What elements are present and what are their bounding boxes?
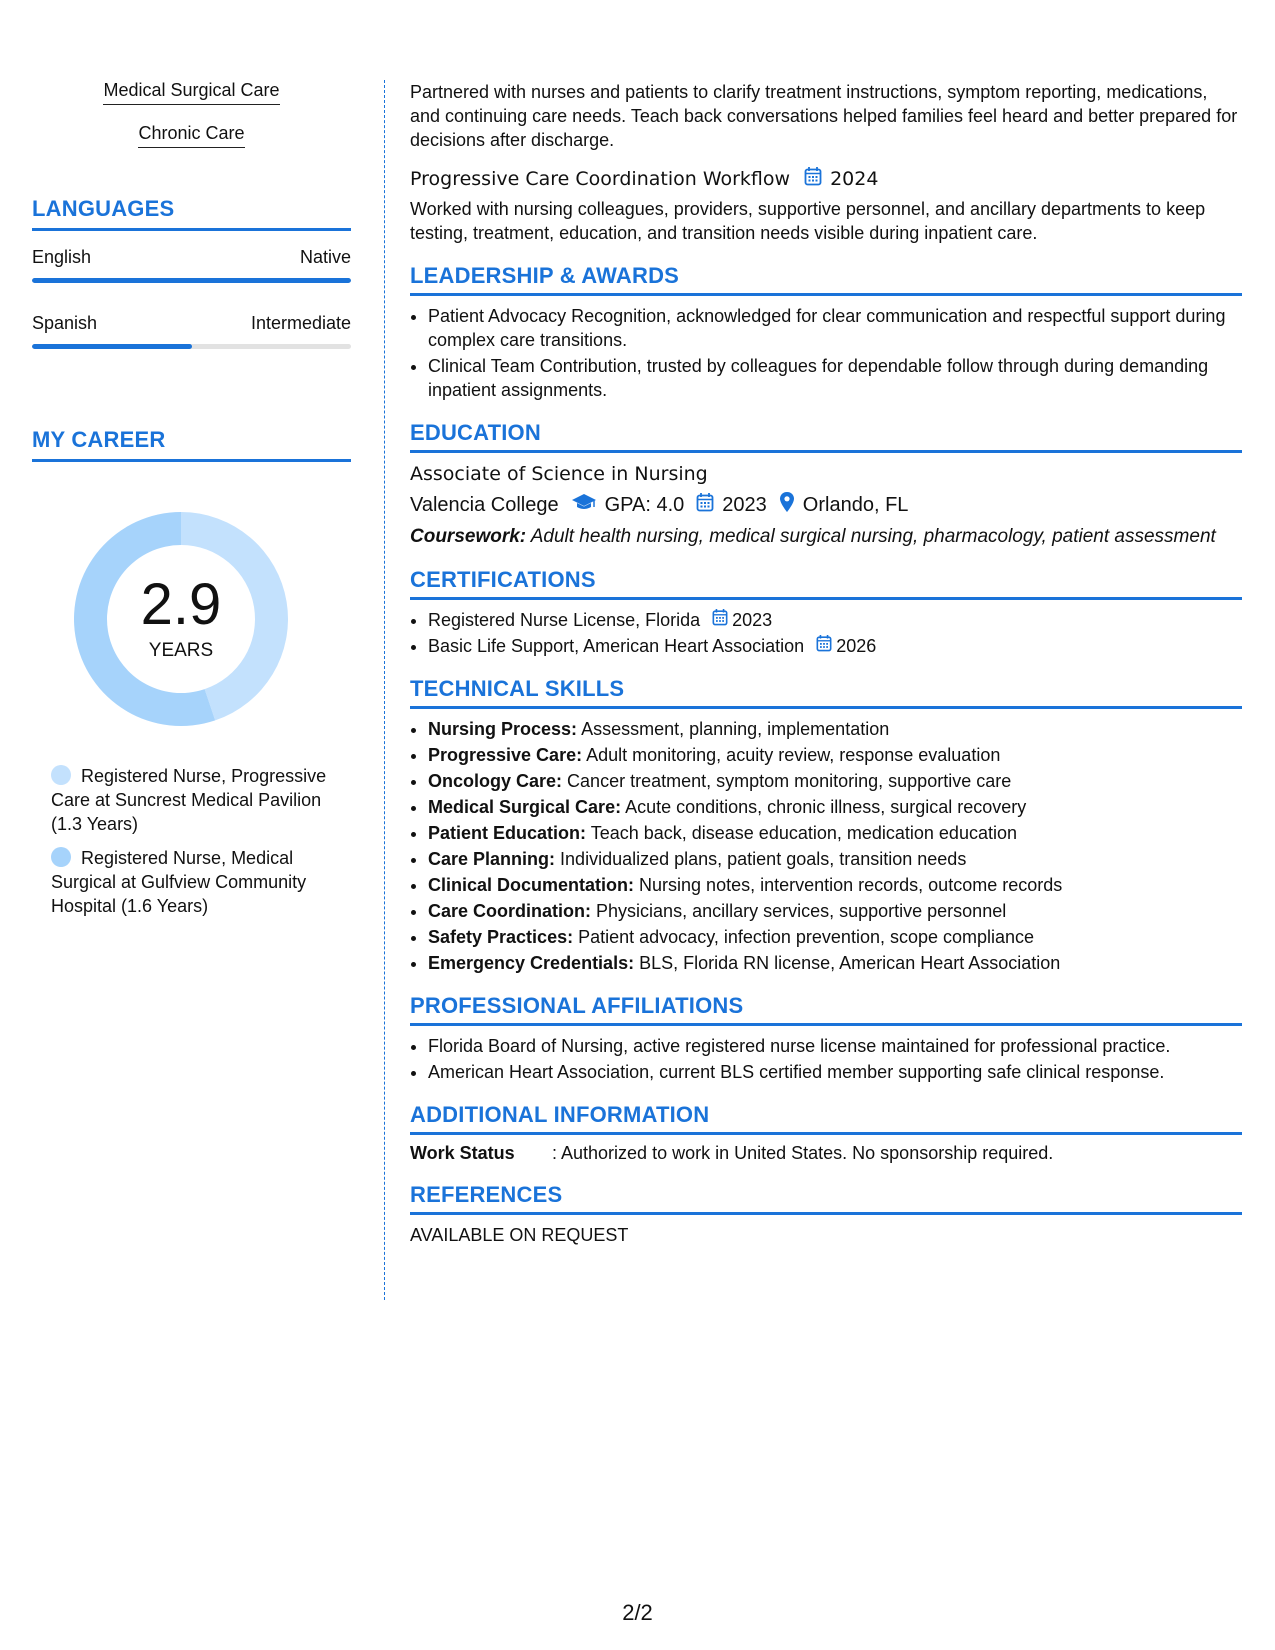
- language-name: English: [32, 247, 92, 267]
- skill-detail: BLS, Florida RN license, American Heart Association: [639, 953, 1061, 973]
- skill-name: Clinical Documentation:: [428, 875, 635, 895]
- language-item: [32, 247, 351, 283]
- additional-info-title: ADDITIONAL INFORMATION: [410, 1102, 1242, 1135]
- skill-detail: Nursing notes, intervention records, outcome records: [639, 875, 1063, 895]
- skill-detail: Cancer treatment, symptom monitoring, supportive care: [567, 771, 1012, 791]
- project-year: 2024: [830, 167, 879, 190]
- leadership-title: LEADERSHIP & AWARDS: [410, 263, 1242, 296]
- certification-name: • Registered Nurse License, Florida: [428, 610, 701, 630]
- coursework-text: Adult health nursing, medical surgical nursing, pharmacology, patient assessment: [530, 526, 1216, 547]
- location-pin-icon: [779, 491, 795, 519]
- languages-section: [32, 196, 351, 349]
- project-title-row: [410, 166, 1242, 191]
- certification-year: 2023: [732, 610, 773, 630]
- skill-name: Nursing Process:: [428, 719, 578, 739]
- work-status-value: : Authorized to work in United States. No sponsorship required.: [552, 1143, 1054, 1163]
- career-donut-chart: [66, 504, 296, 734]
- list-item: • American Heart Association, current BLS certified member supporting safe clinical response.: [428, 1060, 1242, 1084]
- calendar-icon: [804, 166, 822, 191]
- references-title: REFERENCES: [410, 1182, 1242, 1215]
- legend-label: Registered Nurse, Progressive Care at Suncrest Medical Pavilion (1.3 Years): [51, 766, 327, 834]
- education-gpa: GPA: 4.0: [604, 493, 685, 516]
- education-year: 2023: [722, 493, 767, 516]
- education-degree: Associate of Science in Nursing: [410, 463, 708, 485]
- skill-detail: Adult monitoring, acuity review, response evaluation: [586, 745, 1001, 765]
- skill-item: [428, 795, 1242, 819]
- certifications-list: [410, 608, 1242, 658]
- legend-item: [51, 764, 341, 836]
- skill-item: [428, 717, 1242, 741]
- project-title: Progressive Care Coordination Workflow: [410, 167, 791, 190]
- skill-detail: Teach back, disease education, medication education: [590, 823, 1017, 843]
- calendar-icon: [816, 634, 832, 658]
- skill-item: [428, 873, 1242, 897]
- skill-name: Care Coordination:: [428, 901, 592, 921]
- calendar-icon: [696, 492, 714, 518]
- skills-title: TECHNICAL SKILLS: [410, 676, 1242, 709]
- page-number: 2/2: [622, 1600, 653, 1625]
- education-school: Valencia College: [410, 493, 559, 516]
- skill-name: Safety Practices:: [428, 927, 574, 947]
- legend-label: Registered Nurse, Medical Surgical at Gulfview Community Hospital (1.6 Years): [51, 848, 307, 916]
- legend-item: [51, 846, 341, 918]
- skill-item: [428, 821, 1242, 845]
- skill-item: [428, 769, 1242, 793]
- language-proficiency-fill: [32, 344, 192, 349]
- career-section: [32, 427, 351, 918]
- skill-item: [428, 925, 1242, 949]
- skill-name: Patient Education:: [428, 823, 587, 843]
- language-level: Intermediate: [250, 313, 351, 333]
- skill-name: Progressive Care:: [428, 745, 583, 765]
- languages-title: LANGUAGES: [32, 196, 351, 231]
- language-level: Native: [299, 247, 351, 267]
- work-status-row: [410, 1143, 1242, 1164]
- skill-item: [428, 899, 1242, 923]
- list-item: [428, 608, 1242, 632]
- affiliations-list: [410, 1034, 1242, 1084]
- career-legend: [51, 764, 341, 918]
- skill-name: Oncology Care:: [428, 771, 563, 791]
- skill-detail: Assessment, planning, implementation: [581, 719, 890, 739]
- list-item: • Patient Advocacy Recognition, acknowledged for clear communication and respectful support during complex care transitions.: [428, 304, 1242, 352]
- language-proficiency-bar: [32, 278, 351, 283]
- skill-name: Emergency Credentials:: [428, 953, 635, 973]
- education-coursework: [410, 525, 1242, 549]
- references-text: AVAILABLE ON REQUEST: [410, 1225, 629, 1245]
- list-item: • Florida Board of Nursing, active registered nurse license maintained for professional practice.: [428, 1034, 1242, 1058]
- certification-name: • Basic Life Support, American Heart Association: [428, 636, 805, 656]
- project-description: Worked with nursing colleagues, providers, supportive personnel, and ancillary departments to keep testing, treatment, education, and transition needs visible during inpatient care.: [410, 199, 1206, 243]
- skill-detail: Patient advocacy, infection prevention, scope compliance: [578, 927, 1035, 947]
- legend-dot: [51, 765, 71, 785]
- language-proficiency-fill: [32, 278, 351, 283]
- graduation-cap-icon: [571, 492, 597, 518]
- skill-item: [428, 951, 1242, 975]
- language-name: Spanish: [32, 313, 98, 333]
- language-proficiency-bar: [32, 344, 351, 349]
- interest-chip: Medical Surgical Care: [103, 80, 279, 105]
- education-meta: [410, 491, 1242, 519]
- skill-item: [428, 847, 1242, 871]
- skill-detail: Individualized plans, patient goals, transition needs: [560, 849, 967, 869]
- skill-detail: Physicians, ancillary services, supportive personnel: [596, 901, 1007, 921]
- work-status-label: Work Status: [410, 1143, 515, 1163]
- certification-year: 2026: [836, 636, 877, 656]
- career-total-years: 2.9: [140, 572, 222, 637]
- leadership-list: [410, 304, 1242, 402]
- education-location: Orlando, FL: [802, 493, 909, 516]
- interest-chip: Chronic Care: [138, 123, 244, 148]
- list-item: • Clinical Team Contribution, trusted by colleagues for dependable follow through during demanding inpatient assignments.: [428, 354, 1242, 402]
- left-column: [32, 80, 351, 918]
- skill-detail: Acute conditions, chronic illness, surgical recovery: [625, 797, 1027, 817]
- experience-paragraph: Partnered with nurses and patients to clarify treatment instructions, symptom reporting, medications, and continuing care needs. Teach back conversations helped families feel heard and better prepared for decisions after discharge.: [410, 82, 1238, 150]
- career-title: MY CAREER: [32, 427, 351, 462]
- list-item: [428, 634, 1242, 658]
- certifications-title: CERTIFICATIONS: [410, 567, 1242, 600]
- skill-name: Medical Surgical Care:: [428, 797, 622, 817]
- education-title: EDUCATION: [410, 420, 1242, 453]
- skill-name: Care Planning:: [428, 849, 556, 869]
- affiliations-title: PROFESSIONAL AFFILIATIONS: [410, 993, 1242, 1026]
- language-item: [32, 313, 351, 349]
- right-column: [410, 80, 1242, 1246]
- skill-item: [428, 743, 1242, 767]
- career-years-unit: YEARS: [148, 640, 214, 661]
- legend-dot: [51, 847, 71, 867]
- calendar-icon: [712, 608, 728, 632]
- coursework-label: Coursework:: [410, 526, 527, 547]
- skills-list: [410, 717, 1242, 975]
- column-divider: [384, 80, 385, 1300]
